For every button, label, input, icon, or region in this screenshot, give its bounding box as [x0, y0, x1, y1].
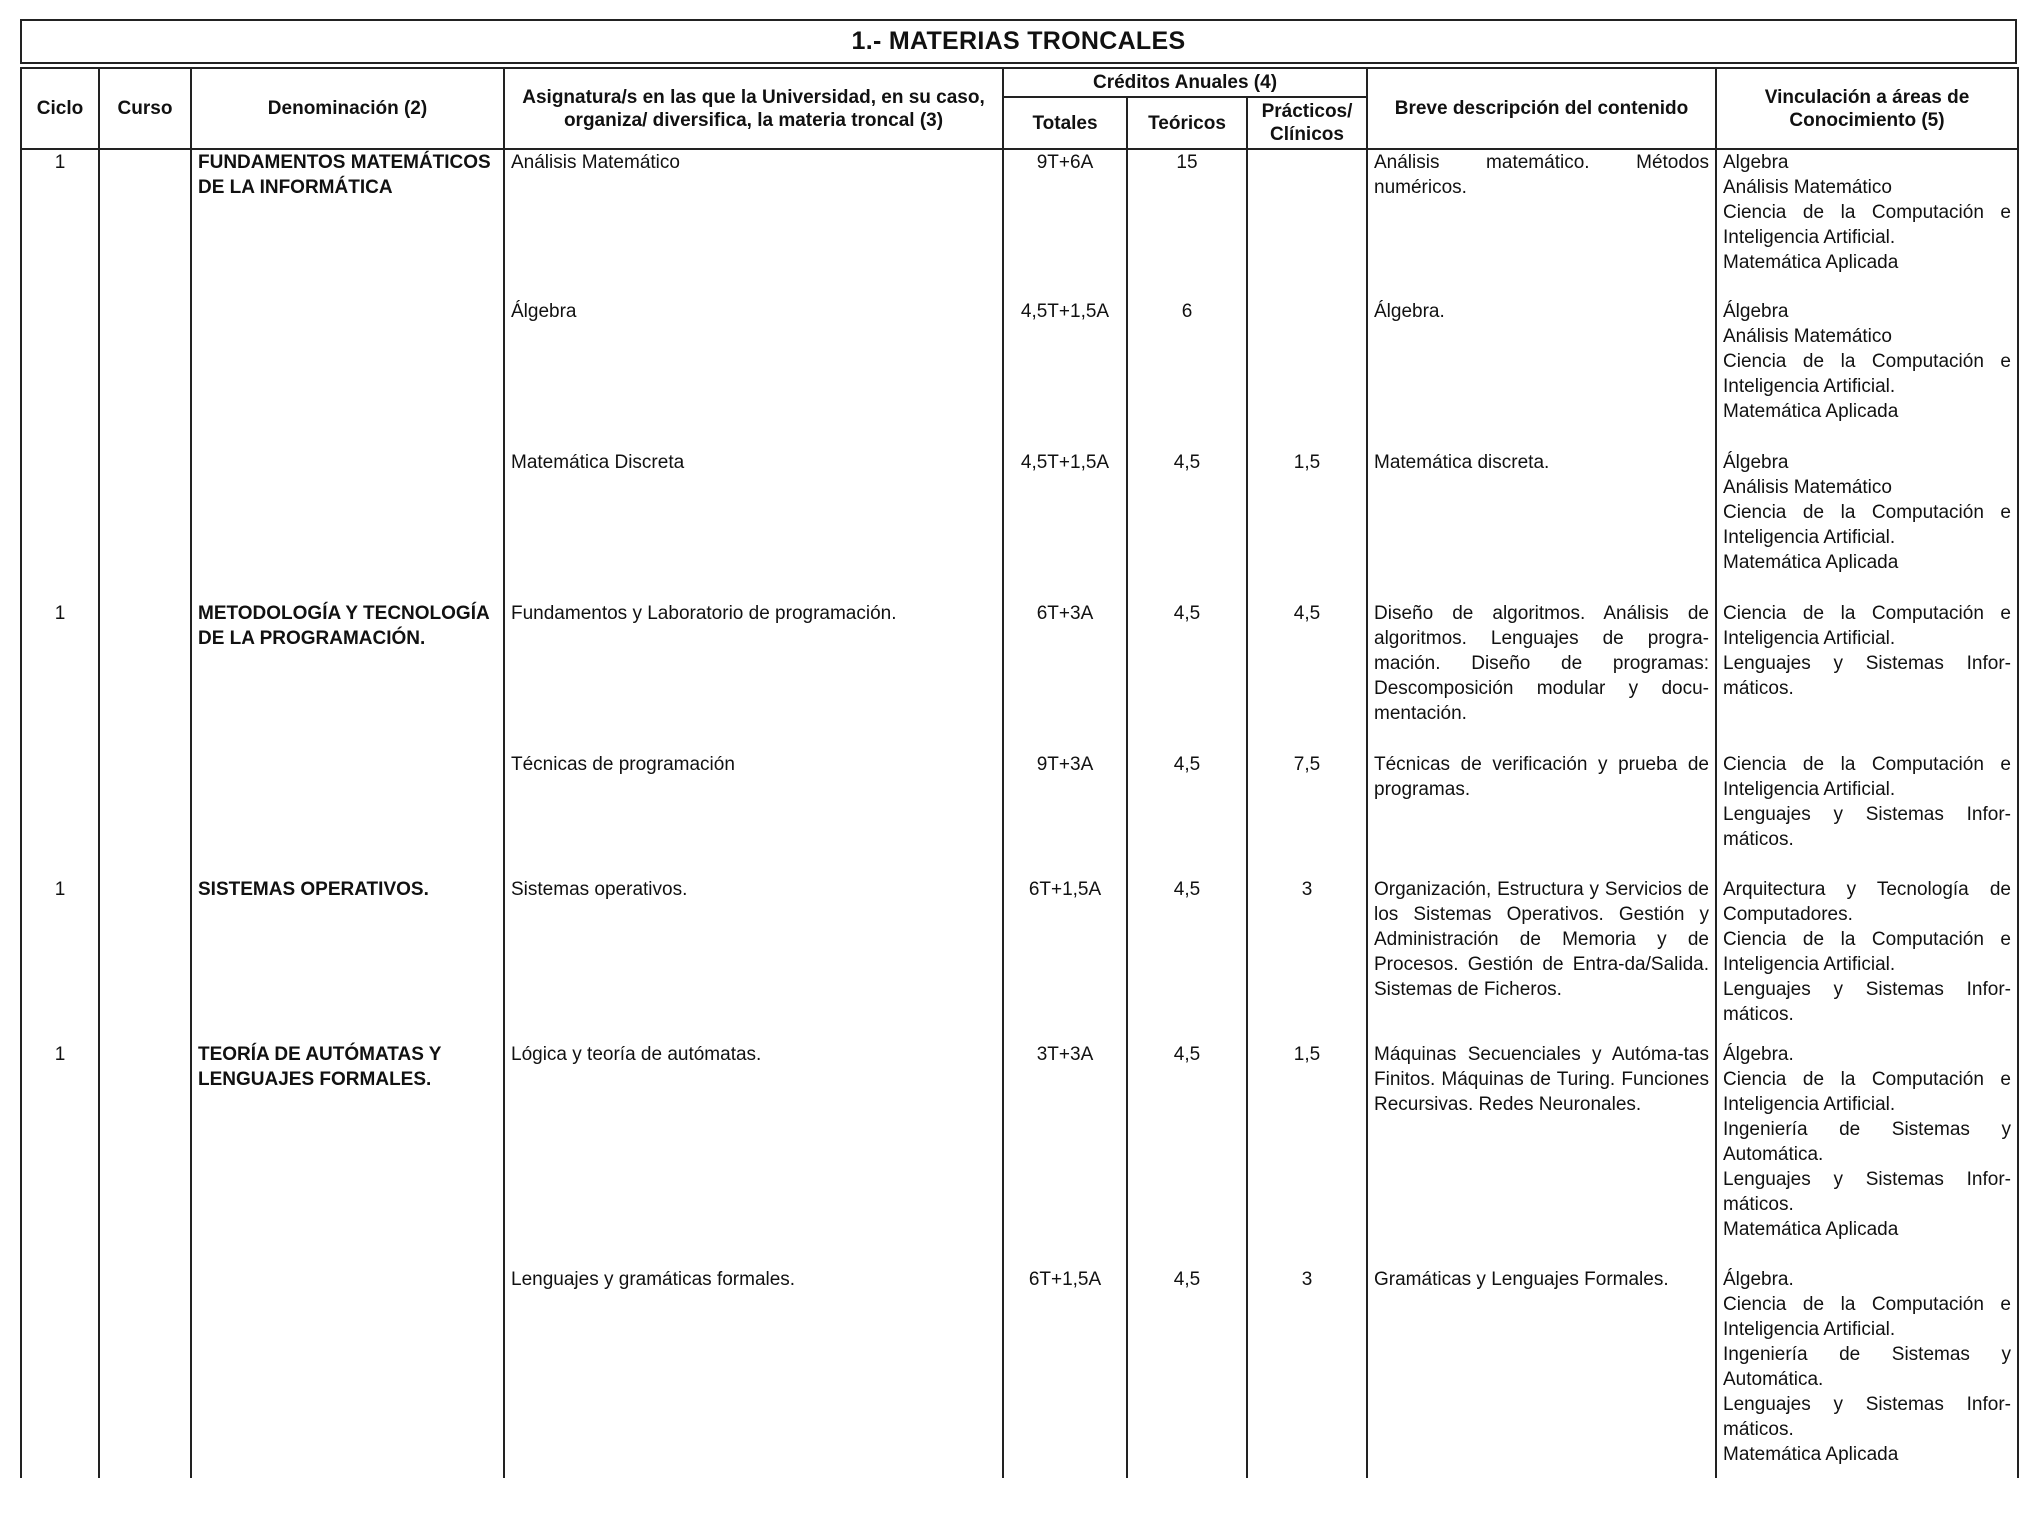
- ciclo-cell: [21, 299, 99, 450]
- asignatura-cell: Lógica y teoría de autómatas.: [504, 1042, 1003, 1267]
- curso-cell: [99, 450, 191, 601]
- area-item: Matemática Aplicada: [1723, 401, 1899, 422]
- practicos-cell: 1,5: [1247, 1042, 1367, 1267]
- denominacion-cell: FUNDAMENTOS MATEMÁTICOS DE LA INFORMÁTICA: [191, 149, 504, 299]
- descripcion-cell: Álgebra.: [1367, 299, 1716, 450]
- area-item: Ciencia de la Computación e Inteligencia Artificial.: [1723, 351, 2011, 397]
- ciclo-cell: [21, 450, 99, 601]
- asignatura-cell: Fundamentos y Laboratorio de programación.: [504, 601, 1003, 752]
- header-ciclo: Ciclo: [21, 68, 99, 149]
- denominacion-cell: METODOLOGÍA Y TECNOLOGÍA DE LA PROGRAMACIÓN.: [191, 601, 504, 752]
- teoricos-cell: 15: [1127, 149, 1247, 299]
- descripcion-cell: Análisis matemático. Métodos numéricos.: [1367, 149, 1716, 299]
- area-item: Arquitectura y Tecnología de Computadores.: [1723, 879, 2011, 925]
- area-item: Ciencia de la Computación e Inteligencia Artificial.: [1723, 754, 2011, 800]
- area-item: Lenguajes y Sistemas Infor-máticos.: [1723, 979, 2011, 1025]
- practicos-cell: 7,5: [1247, 752, 1367, 877]
- practicos-cell: 4,5: [1247, 601, 1367, 752]
- practicos-cell: 1,5: [1247, 450, 1367, 601]
- asignatura-cell: Matemática Discreta: [504, 450, 1003, 601]
- teoricos-cell: 6: [1127, 299, 1247, 450]
- totales-cell: 9T+6A: [1003, 149, 1127, 299]
- practicos-cell: [1247, 149, 1367, 299]
- area-item: Ciencia de la Computación e Inteligencia Artificial.: [1723, 502, 2011, 548]
- area-item: Algebra: [1723, 152, 1789, 173]
- table-row: [21, 450, 2018, 601]
- denominacion-cell: [191, 450, 504, 601]
- table-row: [21, 1042, 2018, 1267]
- totales-cell: 4,5T+1,5A: [1003, 299, 1127, 450]
- asignatura-cell: Técnicas de programación: [504, 752, 1003, 877]
- areas-cell: [1716, 299, 2018, 450]
- totales-cell: 9T+3A: [1003, 752, 1127, 877]
- header-creditos: Créditos Anuales (4): [1003, 68, 1367, 97]
- totales-cell: 3T+3A: [1003, 1042, 1127, 1267]
- header-asignaturas: Asignatura/s en las que la Universidad, en su caso, organiza/ diversifica, la materia troncal (3): [504, 68, 1003, 149]
- area-item: Lenguajes y Sistemas Infor-máticos.: [1723, 804, 2011, 850]
- area-item: Matemática Aplicada: [1723, 552, 1899, 573]
- area-item: Análisis Matemático: [1723, 177, 1892, 198]
- descripcion-cell: Matemática discreta.: [1367, 450, 1716, 601]
- teoricos-cell: 4,5: [1127, 1042, 1247, 1267]
- area-item: Álgebra.: [1723, 1269, 1794, 1290]
- totales-cell: 6T+1,5A: [1003, 1267, 1127, 1478]
- area-item: Álgebra.: [1723, 1044, 1794, 1065]
- asignatura-cell: Sistemas operativos.: [504, 877, 1003, 1042]
- area-item: Lenguajes y Sistemas Infor-máticos.: [1723, 1169, 2011, 1215]
- ciclo-cell: 1: [21, 877, 99, 1042]
- denominacion-cell: SISTEMAS OPERATIVOS.: [191, 877, 504, 1042]
- area-item: Ciencia de la Computación e Inteligencia Artificial.: [1723, 929, 2011, 975]
- asignatura-cell: Álgebra: [504, 299, 1003, 450]
- header-denominacion: Denominación (2): [191, 68, 504, 149]
- header-totales: Totales: [1003, 97, 1127, 149]
- ciclo-cell: 1: [21, 601, 99, 752]
- descripcion-cell: Máquinas Secuenciales y Autóma-tas Finitos. Máquinas de Turing. Funciones Recursivas. Redes Neuronales.: [1367, 1042, 1716, 1267]
- area-item: Lenguajes y Sistemas Infor-máticos.: [1723, 653, 2011, 699]
- descripcion-cell: Gramáticas y Lenguajes Formales.: [1367, 1267, 1716, 1478]
- teoricos-cell: 4,5: [1127, 601, 1247, 752]
- denominacion-cell: [191, 752, 504, 877]
- totales-cell: 6T+3A: [1003, 601, 1127, 752]
- section-title: 1.- MATERIAS TRONCALES: [20, 19, 2017, 64]
- header-practicos: Prácticos/ Clínicos: [1247, 97, 1367, 149]
- areas-cell: [1716, 601, 2018, 752]
- area-item: Lenguajes y Sistemas Infor-máticos.: [1723, 1394, 2011, 1440]
- area-item: Ingeniería de Sistemas y Automática.: [1723, 1119, 2011, 1165]
- areas-cell: [1716, 149, 2018, 299]
- table-row: [21, 299, 2018, 450]
- practicos-cell: 3: [1247, 1267, 1367, 1478]
- teoricos-cell: 4,5: [1127, 752, 1247, 877]
- asignatura-cell: Análisis Matemático: [504, 149, 1003, 299]
- teoricos-cell: 4,5: [1127, 877, 1247, 1042]
- area-item: Ciencia de la Computación e Inteligencia Artificial.: [1723, 1294, 2011, 1340]
- area-item: Ciencia de la Computación e Inteligencia Artificial.: [1723, 202, 2011, 248]
- ciclo-cell: 1: [21, 1042, 99, 1267]
- areas-cell: [1716, 1267, 2018, 1478]
- descripcion-cell: Diseño de algoritmos. Análisis de algoritmos. Lenguajes de progra-mación. Diseño de programas: Descomposición modular y docu-mentación.: [1367, 601, 1716, 752]
- curso-cell: [99, 299, 191, 450]
- header-descripcion: Breve descripción del contenido: [1367, 68, 1716, 149]
- table-row: [21, 877, 2018, 1042]
- curso-cell: [99, 877, 191, 1042]
- document-page: [20, 19, 2017, 1486]
- curso-cell: [99, 601, 191, 752]
- curso-cell: [99, 1042, 191, 1267]
- totales-cell: 4,5T+1,5A: [1003, 450, 1127, 601]
- denominacion-cell: TEORÍA DE AUTÓMATAS Y LENGUAJES FORMALES.: [191, 1042, 504, 1267]
- practicos-cell: [1247, 299, 1367, 450]
- table-row: [21, 601, 2018, 752]
- area-item: Matemática Aplicada: [1723, 1444, 1899, 1465]
- descripcion-cell: Técnicas de verificación y prueba de programas.: [1367, 752, 1716, 877]
- curso-cell: [99, 149, 191, 299]
- area-item: Análisis Matemático: [1723, 477, 1892, 498]
- teoricos-cell: 4,5: [1127, 1267, 1247, 1478]
- teoricos-cell: 4,5: [1127, 450, 1247, 601]
- denominacion-cell: [191, 1267, 504, 1478]
- curso-cell: [99, 1267, 191, 1478]
- asignatura-cell: Lenguajes y gramáticas formales.: [504, 1267, 1003, 1478]
- descripcion-cell: Organización, Estructura y Servicios de los Sistemas Operativos. Gestión y Administración de Memoria y de Procesos. Gestión de Entra-da/Salida. Sistemas de Ficheros.: [1367, 877, 1716, 1042]
- header-teoricos: Teóricos: [1127, 97, 1247, 149]
- totales-cell: 6T+1,5A: [1003, 877, 1127, 1042]
- areas-cell: [1716, 752, 2018, 877]
- denominacion-cell: [191, 299, 504, 450]
- areas-cell: [1716, 450, 2018, 601]
- area-item: Matemática Aplicada: [1723, 252, 1899, 273]
- area-item: Álgebra: [1723, 301, 1789, 322]
- areas-cell: [1716, 1042, 2018, 1267]
- ciclo-cell: [21, 1267, 99, 1478]
- table-row: [21, 149, 2018, 299]
- ciclo-cell: [21, 752, 99, 877]
- areas-cell: [1716, 877, 2018, 1042]
- table-row: [21, 1267, 2018, 1478]
- area-item: Ingeniería de Sistemas y Automática.: [1723, 1344, 2011, 1390]
- header-vinculacion: Vinculación a áreas de Conocimiento (5): [1716, 68, 2018, 149]
- ciclo-cell: 1: [21, 149, 99, 299]
- curso-cell: [99, 752, 191, 877]
- practicos-cell: 3: [1247, 877, 1367, 1042]
- materias-table: [20, 67, 2019, 1478]
- area-item: Ciencia de la Computación e Inteligencia Artificial.: [1723, 1069, 2011, 1115]
- area-item: Ciencia de la Computación e Inteligencia Artificial.: [1723, 603, 2011, 649]
- area-item: Álgebra: [1723, 452, 1789, 473]
- header-curso: Curso: [99, 68, 191, 149]
- area-item: Matemática Aplicada: [1723, 1219, 1899, 1240]
- table-row: [21, 752, 2018, 877]
- area-item: Análisis Matemático: [1723, 326, 1892, 347]
